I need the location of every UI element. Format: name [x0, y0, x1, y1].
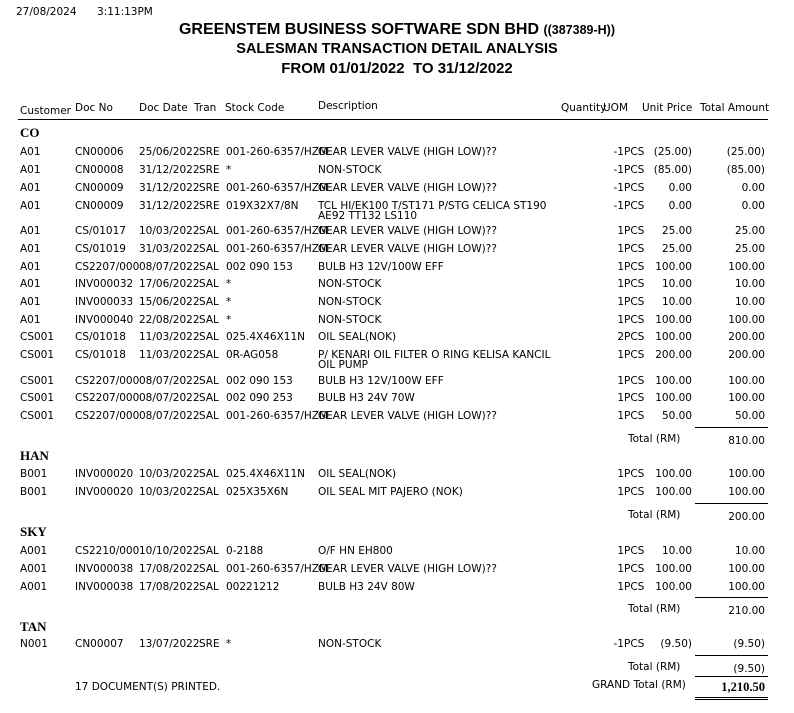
row-quantity: 1 — [617, 278, 624, 290]
row-doc-date: 17/08/2022 — [139, 563, 200, 575]
row-doc-date: 31/12/2022 — [139, 182, 200, 194]
row-doc-date: 10/03/2022 — [139, 468, 200, 480]
row-doc-no: CS2210/000 — [75, 545, 140, 557]
row-total-amount: 100.00 — [728, 314, 765, 326]
row-customer: A001 — [20, 563, 48, 575]
group-total-rule — [695, 597, 768, 598]
row-doc-date: 10/03/2022 — [139, 486, 200, 498]
row-customer: N001 — [20, 638, 48, 650]
row-uom: PCS — [624, 261, 645, 273]
row-total-amount: 25.00 — [734, 225, 765, 237]
row-uom: PCS — [624, 278, 645, 290]
row-description-line2: OIL PUMP — [318, 359, 368, 371]
col-total-amount: Total Amount — [700, 102, 770, 114]
grand-total-rule-bottom-1 — [695, 697, 768, 698]
row-total-amount: 100.00 — [728, 468, 765, 480]
row-uom: PCS — [624, 638, 645, 650]
row-doc-no: CS/01017 — [75, 225, 126, 237]
row-quantity: 1 — [617, 545, 624, 557]
row-stock-code: 019X32X7/8N — [226, 200, 299, 212]
row-total-amount: 10.00 — [734, 278, 765, 290]
documents-printed: 17 DOCUMENT(S) PRINTED. — [75, 681, 221, 693]
row-doc-date: 08/07/2022 — [139, 261, 200, 273]
row-doc-no: INV000038 — [75, 581, 134, 593]
row-description: OIL SEAL MIT PAJERO (NOK) — [318, 486, 463, 498]
row-doc-date: 17/06/2022 — [139, 278, 200, 290]
row-stock-code: 002 090 153 — [226, 375, 293, 387]
row-total-amount: 100.00 — [728, 486, 765, 498]
row-customer: A01 — [20, 164, 41, 176]
row-quantity: 1 — [617, 563, 624, 575]
row-stock-code: 001-260-6357/HZM — [226, 146, 329, 158]
row-description: BULB H3 24V 80W — [318, 581, 415, 593]
row-stock-code: 001-260-6357/HZM — [226, 563, 329, 575]
row-total-amount: (9.50) — [733, 638, 765, 650]
row-unit-price: (25.00) — [653, 146, 692, 158]
row-quantity: 1 — [617, 243, 624, 255]
row-total-amount: 100.00 — [728, 375, 765, 387]
row-doc-date: 08/07/2022 — [139, 375, 200, 387]
row-description: NON-STOCK — [318, 314, 382, 326]
row-description: GEAR LEVER VALVE (HIGH LOW)?? — [318, 225, 497, 237]
row-customer: A01 — [20, 314, 41, 326]
row-total-amount: 100.00 — [728, 261, 765, 273]
salesman-group-label: CO — [20, 125, 40, 140]
group-total-rule — [695, 503, 768, 504]
row-total-amount: 10.00 — [734, 545, 765, 557]
row-quantity: 1 — [617, 375, 624, 387]
period-to-label: TO — [412, 60, 434, 77]
row-description: OIL SEAL(NOK) — [318, 468, 397, 480]
row-doc-date: 10/10/2022 — [139, 545, 200, 557]
row-doc-no: INV000038 — [75, 563, 134, 575]
salesman-group-label: TAN — [20, 619, 47, 634]
row-doc-date: 11/03/2022 — [139, 349, 200, 361]
row-tran: SAL — [199, 261, 219, 273]
row-tran: SAL — [199, 581, 219, 593]
row-description: NON-STOCK — [318, 278, 382, 290]
row-unit-price: 50.00 — [661, 410, 692, 422]
row-quantity: -1 — [613, 638, 624, 650]
row-doc-no: INV000033 — [75, 296, 134, 308]
row-quantity: 2 — [617, 331, 624, 343]
row-uom: PCS — [624, 392, 645, 404]
row-uom: PCS — [624, 146, 645, 158]
row-quantity: 1 — [617, 296, 624, 308]
salesman-group-label: SKY — [20, 524, 47, 539]
row-tran: SRE — [199, 200, 220, 212]
row-tran: SAL — [199, 278, 219, 290]
grand-total-value: 1,210.50 — [721, 680, 765, 694]
row-doc-date: 31/12/2022 — [139, 164, 200, 176]
row-tran: SAL — [199, 225, 219, 237]
row-description-line2: AE92 TT132 LS110 — [318, 210, 418, 222]
row-customer: CS001 — [20, 375, 55, 387]
row-unit-price: 100.00 — [655, 331, 692, 343]
row-uom: PCS — [624, 200, 645, 212]
row-total-amount: 0.00 — [741, 182, 765, 194]
row-unit-price: (85.00) — [653, 164, 692, 176]
row-total-amount: 100.00 — [728, 563, 765, 575]
row-unit-price: 100.00 — [655, 392, 692, 404]
row-uom: PCS — [624, 296, 645, 308]
row-doc-no: CS2207/000 — [75, 375, 140, 387]
row-stock-code: 001-260-6357/HZM — [226, 225, 329, 237]
row-doc-date: 13/07/2022 — [139, 638, 200, 650]
row-total-amount: 0.00 — [741, 200, 765, 212]
row-stock-code: 0R-AG058 — [226, 349, 279, 361]
row-doc-no: CN00009 — [75, 182, 124, 194]
row-unit-price: 25.00 — [661, 225, 692, 237]
row-unit-price: 100.00 — [655, 563, 692, 575]
salesman-group-label: HAN — [20, 448, 49, 463]
row-stock-code: 001-260-6357/HZM — [226, 182, 329, 194]
company-name: GREENSTEM BUSINESS SOFTWARE SDN BHD — [178, 21, 539, 38]
col-quantity: Quantity — [561, 102, 607, 114]
grand-total-label: GRAND Total (RM) — [592, 679, 686, 691]
group-total-value: 810.00 — [728, 435, 765, 447]
row-customer: A01 — [20, 182, 41, 194]
row-doc-date: 17/08/2022 — [139, 581, 200, 593]
row-description: TCL HI/EK100 T/ST171 P/STG CELICA ST190 — [318, 200, 547, 212]
col-description: Description — [318, 100, 378, 112]
row-uom: PCS — [624, 486, 645, 498]
row-total-amount: (85.00) — [726, 164, 765, 176]
row-customer: B001 — [20, 486, 48, 498]
row-stock-code: * — [226, 296, 232, 308]
row-uom: PCS — [624, 563, 645, 575]
company-title — [0, 21, 794, 39]
row-doc-no: INV000020 — [75, 468, 134, 480]
row-customer: CS001 — [20, 349, 55, 361]
row-customer: A01 — [20, 278, 41, 290]
row-uom: PCS — [624, 182, 645, 194]
row-tran: SAL — [199, 486, 219, 498]
row-customer: A01 — [20, 200, 41, 212]
group-total-rule — [695, 655, 768, 656]
row-doc-no: CS2207/000 — [75, 261, 140, 273]
row-tran: SAL — [199, 468, 219, 480]
row-unit-price: 100.00 — [655, 314, 692, 326]
row-doc-no: INV000040 — [75, 314, 134, 326]
header-rule — [18, 119, 768, 120]
row-total-amount: 200.00 — [728, 349, 765, 361]
period-from-label: FROM — [281, 60, 326, 77]
row-customer: CS001 — [20, 392, 55, 404]
row-doc-date: 22/08/2022 — [139, 314, 200, 326]
row-stock-code: 0-2188 — [226, 545, 264, 557]
print-date: 27/08/2024 — [16, 6, 77, 18]
row-uom: PCS — [624, 375, 645, 387]
row-customer: A01 — [20, 146, 41, 158]
row-stock-code: 002 090 253 — [226, 392, 293, 404]
row-quantity: 1 — [617, 486, 624, 498]
row-stock-code: 025.4X46X11N — [226, 468, 306, 480]
company-reg: ((387389-H)) — [543, 23, 616, 37]
row-quantity: -1 — [613, 182, 624, 194]
row-tran: SAL — [199, 410, 219, 422]
row-unit-price: 10.00 — [661, 545, 692, 557]
row-tran: SRE — [199, 638, 220, 650]
row-total-amount: 100.00 — [728, 581, 765, 593]
row-quantity: 1 — [617, 581, 624, 593]
row-doc-date: 08/07/2022 — [139, 392, 200, 404]
col-doc-no: Doc No — [75, 102, 113, 114]
row-total-amount: 100.00 — [728, 392, 765, 404]
row-unit-price: 0.00 — [668, 200, 692, 212]
row-uom: PCS — [624, 331, 645, 343]
row-tran: SRE — [199, 146, 220, 158]
report-period — [0, 60, 794, 77]
row-quantity: -1 — [613, 146, 624, 158]
row-doc-no: CN00006 — [75, 146, 124, 158]
col-unit-price: Unit Price — [642, 102, 693, 114]
row-unit-price: 0.00 — [668, 182, 692, 194]
row-customer: CS001 — [20, 331, 55, 343]
row-customer: A01 — [20, 243, 41, 255]
row-unit-price: 100.00 — [655, 486, 692, 498]
col-doc-date: Doc Date — [139, 102, 188, 114]
row-tran: SRE — [199, 164, 220, 176]
period-to: 31/12/2022 — [437, 60, 513, 77]
row-description: NON-STOCK — [318, 296, 382, 308]
row-description: O/F HN EH800 — [318, 545, 393, 557]
row-description: GEAR LEVER VALVE (HIGH LOW)?? — [318, 410, 497, 422]
row-total-amount: (25.00) — [726, 146, 765, 158]
row-description: OIL SEAL(NOK) — [318, 331, 397, 343]
row-total-amount: 50.00 — [734, 410, 765, 422]
row-description: P/ KENARI OIL FILTER O RING KELISA KANCIL — [318, 349, 551, 361]
row-uom: PCS — [624, 349, 645, 361]
row-quantity: 1 — [617, 225, 624, 237]
group-total-value: 200.00 — [728, 511, 765, 523]
row-doc-no: CS2207/000 — [75, 410, 140, 422]
row-customer: A01 — [20, 261, 41, 273]
row-description: BULB H3 24V 70W — [318, 392, 415, 404]
row-description: BULB H3 12V/100W EFF — [318, 375, 444, 387]
row-description: GEAR LEVER VALVE (HIGH LOW)?? — [318, 563, 497, 575]
row-description: GEAR LEVER VALVE (HIGH LOW)?? — [318, 146, 497, 158]
row-doc-no: CS/01019 — [75, 243, 126, 255]
row-unit-price: 100.00 — [655, 261, 692, 273]
row-stock-code: 025.4X46X11N — [226, 331, 306, 343]
row-tran: SAL — [199, 545, 219, 557]
col-stock-code: Stock Code — [225, 102, 285, 114]
row-doc-no: CS/01018 — [75, 331, 126, 343]
row-stock-code: 025X35X6N — [226, 486, 289, 498]
row-tran: SAL — [199, 314, 219, 326]
row-unit-price: 10.00 — [661, 278, 692, 290]
row-stock-code: 001-260-6357/HZM — [226, 410, 329, 422]
row-total-amount: 200.00 — [728, 331, 765, 343]
row-quantity: 1 — [617, 468, 624, 480]
row-description: NON-STOCK — [318, 638, 382, 650]
row-uom: PCS — [624, 410, 645, 422]
row-tran: SRE — [199, 182, 220, 194]
row-doc-date: 08/07/2022 — [139, 410, 200, 422]
row-quantity: 1 — [617, 392, 624, 404]
grand-total-rule-bottom-2 — [695, 699, 768, 700]
row-uom: PCS — [624, 581, 645, 593]
row-total-amount: 25.00 — [734, 243, 765, 255]
col-customer: Customer — [20, 105, 72, 117]
grand-total-rule-top — [695, 676, 768, 677]
row-doc-date: 31/12/2022 — [139, 200, 200, 212]
row-doc-no: CN00007 — [75, 638, 124, 650]
row-quantity: 1 — [617, 261, 624, 273]
group-total-rule — [695, 427, 768, 428]
row-stock-code: * — [226, 278, 232, 290]
row-stock-code: * — [226, 638, 232, 650]
row-stock-code: 00221212 — [226, 581, 280, 593]
group-total-label: Total (RM) — [628, 433, 681, 445]
row-tran: SAL — [199, 296, 219, 308]
row-customer: A001 — [20, 545, 48, 557]
print-time: 3:11:13PM — [97, 6, 153, 18]
row-uom: PCS — [624, 225, 645, 237]
row-quantity: 1 — [617, 410, 624, 422]
row-customer: B001 — [20, 468, 48, 480]
row-doc-no: CS2207/000 — [75, 392, 140, 404]
row-tran: SAL — [199, 375, 219, 387]
row-customer: A001 — [20, 581, 48, 593]
row-doc-no: CN00009 — [75, 200, 124, 212]
row-stock-code: * — [226, 314, 232, 326]
row-tran: SAL — [199, 392, 219, 404]
row-stock-code: 002 090 153 — [226, 261, 293, 273]
row-description: NON-STOCK — [318, 164, 382, 176]
row-unit-price: 100.00 — [655, 581, 692, 593]
row-customer: A01 — [20, 296, 41, 308]
row-tran: SAL — [199, 243, 219, 255]
row-unit-price: 100.00 — [655, 375, 692, 387]
row-tran: SAL — [199, 331, 219, 343]
group-total-label: Total (RM) — [628, 509, 681, 521]
row-description: GEAR LEVER VALVE (HIGH LOW)?? — [318, 243, 497, 255]
row-tran: SAL — [199, 563, 219, 575]
row-doc-no: CS/01018 — [75, 349, 126, 361]
row-unit-price: 25.00 — [661, 243, 692, 255]
row-description: BULB H3 12V/100W EFF — [318, 261, 444, 273]
row-doc-date: 31/03/2022 — [139, 243, 200, 255]
group-total-label: Total (RM) — [628, 661, 681, 673]
row-doc-date: 10/03/2022 — [139, 225, 200, 237]
row-quantity: 1 — [617, 314, 624, 326]
row-unit-price: 10.00 — [661, 296, 692, 308]
row-total-amount: 10.00 — [734, 296, 765, 308]
group-total-value: 210.00 — [728, 605, 765, 617]
row-customer: A01 — [20, 225, 41, 237]
row-uom: PCS — [624, 314, 645, 326]
row-uom: PCS — [624, 545, 645, 557]
report-title: SALESMAN TRANSACTION DETAIL ANALYSIS — [236, 41, 558, 57]
row-uom: PCS — [624, 468, 645, 480]
row-uom: PCS — [624, 164, 645, 176]
row-doc-no: INV000020 — [75, 486, 134, 498]
group-total-label: Total (RM) — [628, 603, 681, 615]
row-description: GEAR LEVER VALVE (HIGH LOW)?? — [318, 182, 497, 194]
period-from: 01/01/2022 — [329, 60, 405, 77]
col-tran: Tran — [194, 102, 217, 114]
col-uom: UOM — [603, 102, 629, 114]
row-doc-no: INV000032 — [75, 278, 134, 290]
row-uom: PCS — [624, 243, 645, 255]
row-doc-date: 25/06/2022 — [139, 146, 200, 158]
row-customer: CS001 — [20, 410, 55, 422]
row-unit-price: 200.00 — [655, 349, 692, 361]
row-tran: SAL — [199, 349, 219, 361]
row-stock-code: * — [226, 164, 232, 176]
row-stock-code: 001-260-6357/HZM — [226, 243, 329, 255]
row-quantity: -1 — [613, 200, 624, 212]
row-quantity: 1 — [617, 349, 624, 361]
row-doc-no: CN00008 — [75, 164, 124, 176]
row-doc-date: 11/03/2022 — [139, 331, 200, 343]
row-quantity: -1 — [613, 164, 624, 176]
group-total-value: (9.50) — [733, 663, 765, 675]
row-unit-price: (9.50) — [660, 638, 692, 650]
row-unit-price: 100.00 — [655, 468, 692, 480]
row-doc-date: 15/06/2022 — [139, 296, 200, 308]
